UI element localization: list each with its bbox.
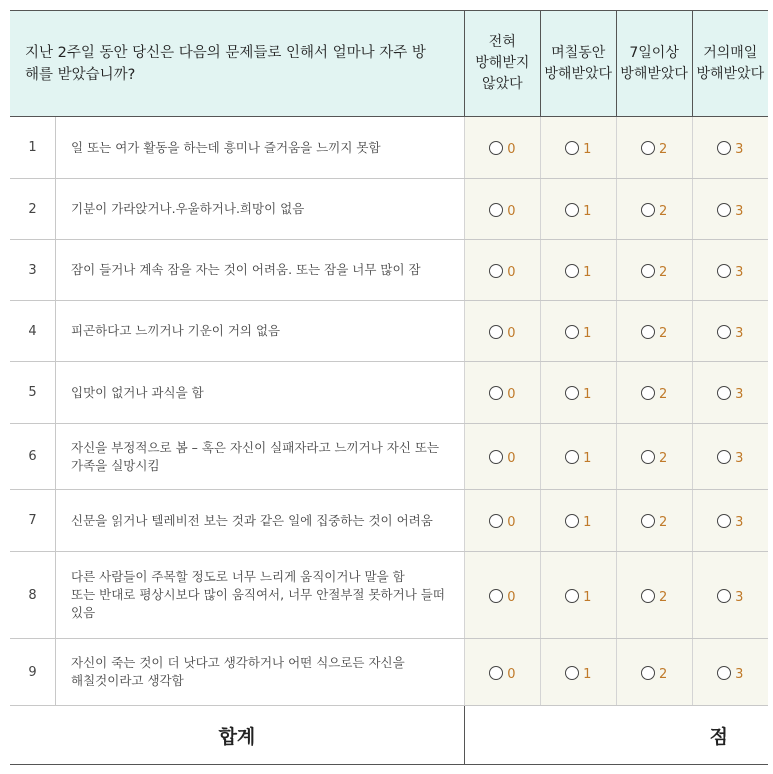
question-text-line: 또는 반대로 평상시보다 많이 움직여서, 너무 안절부절 못하거나 들떠 [71, 587, 445, 602]
answer-option-2[interactable] [616, 240, 692, 301]
radio-button[interactable] [489, 450, 503, 464]
question-row [10, 490, 768, 552]
question-text-line: 가족을 실망시킴 [71, 457, 160, 473]
score-value: 3 [735, 451, 744, 466]
score-value: 2 [658, 203, 668, 219]
question-text [56, 117, 465, 179]
score-value: 0 [507, 451, 516, 466]
question-row [10, 362, 768, 424]
radio-button[interactable] [717, 450, 731, 464]
score-value: 2 [658, 325, 668, 341]
answer-option-2[interactable] [616, 362, 692, 424]
answer-option-1[interactable] [540, 117, 616, 179]
question-row [10, 240, 768, 301]
answer-option-2[interactable] [616, 639, 692, 706]
radio-button[interactable] [717, 666, 731, 680]
radio-button[interactable] [717, 386, 731, 400]
option-header-several-days [540, 11, 616, 117]
radio-button[interactable] [717, 514, 731, 528]
radio-button[interactable] [641, 386, 655, 400]
question-text [56, 639, 465, 706]
answer-option-0[interactable] [464, 362, 540, 424]
answer-option-1[interactable] [540, 301, 616, 362]
radio-button[interactable] [641, 589, 655, 603]
score-value: 3 [735, 589, 744, 605]
option-header-nearly-every-day [692, 11, 768, 117]
question-text [56, 424, 465, 490]
answer-option-1[interactable] [540, 552, 616, 639]
question-text-line: 기분이 가라앉거나.우울하거나.희망이 없음 [71, 201, 305, 216]
question-number: 3 [10, 240, 56, 301]
question-number: 1 [10, 117, 56, 179]
radio-button[interactable] [717, 589, 731, 603]
score-value: 3 [735, 203, 744, 219]
answer-option-2[interactable] [616, 424, 692, 490]
question-text-line: 입맛이 없거나 과식을 함 [71, 384, 204, 400]
answer-option-2[interactable] [616, 490, 692, 552]
option-header-line: 방해받지 [475, 55, 530, 71]
radio-button[interactable] [489, 386, 503, 400]
score-value: 2 [658, 666, 668, 682]
question-text [56, 490, 465, 552]
score-value: 2 [658, 142, 668, 157]
radio-button[interactable] [641, 325, 655, 339]
answer-option-1[interactable] [540, 362, 616, 424]
answer-option-2[interactable] [616, 552, 692, 639]
question-text-line: 자신을 부정적으로 봄 – 혹은 자신이 실패자라고 느끼거나 자신 또는 [71, 439, 440, 455]
answer-option-0[interactable] [464, 490, 540, 552]
radio-button[interactable] [717, 264, 731, 278]
question-text [56, 179, 465, 240]
score-value: 0 [507, 589, 516, 605]
option-header-line: 거의매일 [703, 44, 758, 61]
question-text-line: 있음 [71, 605, 96, 620]
answer-option-3[interactable] [692, 424, 768, 490]
radio-button[interactable] [489, 589, 503, 603]
score-value: 1 [583, 666, 592, 682]
radio-button[interactable] [641, 141, 655, 155]
radio-button[interactable] [565, 450, 579, 464]
question-row [10, 639, 768, 706]
answer-option-2[interactable] [616, 117, 692, 179]
score-value: 3 [735, 142, 744, 157]
question-rows [10, 117, 768, 706]
radio-button[interactable] [717, 141, 731, 155]
option-header-line: 7일이상 [629, 44, 679, 61]
answer-option-0[interactable] [464, 240, 540, 301]
answer-option-3[interactable] [692, 362, 768, 424]
question-text [56, 301, 465, 362]
question-text-line: 다른 사람들이 주목할 정도로 너무 느리게 움직이거나 말을 함 [71, 569, 405, 584]
question-text-line: 신문을 읽거나 텔레비전 보는 것과 같은 일에 집중하는 것이 어려움 [71, 512, 433, 528]
answer-option-1[interactable] [540, 490, 616, 552]
answer-option-0[interactable] [464, 179, 540, 240]
total-unit: 점 [464, 706, 768, 765]
score-value: 1 [583, 515, 592, 530]
question-text [56, 362, 465, 424]
radio-button[interactable] [489, 666, 503, 680]
score-value: 0 [507, 666, 516, 682]
score-value: 0 [507, 387, 516, 402]
answer-option-1[interactable] [540, 424, 616, 490]
question-number: 5 [10, 362, 56, 424]
radio-button[interactable] [641, 203, 655, 217]
answer-option-3[interactable] [692, 301, 768, 362]
answer-option-3[interactable] [692, 490, 768, 552]
answer-option-1[interactable] [540, 179, 616, 240]
score-value: 3 [735, 666, 744, 682]
radio-button[interactable] [489, 264, 503, 278]
question-number: 6 [10, 424, 56, 490]
radio-button[interactable] [565, 514, 579, 528]
answer-option-0[interactable] [464, 552, 540, 639]
radio-button[interactable] [565, 141, 579, 155]
answer-option-3[interactable] [692, 240, 768, 301]
score-value: 0 [507, 203, 516, 219]
score-value: 1 [583, 264, 592, 280]
question-row [10, 301, 768, 362]
question-number: 4 [10, 301, 56, 362]
radio-button[interactable] [565, 203, 579, 217]
answer-option-1[interactable] [540, 240, 616, 301]
option-header-line: 방해받았다 [544, 65, 613, 82]
score-value: 2 [658, 264, 668, 280]
total-row [10, 706, 768, 765]
question-row [10, 117, 768, 179]
header-row [10, 11, 768, 117]
radio-button[interactable] [717, 203, 731, 217]
answer-option-3[interactable] [692, 117, 768, 179]
radio-button[interactable] [565, 386, 579, 400]
radio-button[interactable] [641, 514, 655, 528]
score-value: 1 [583, 203, 592, 219]
score-value: 2 [658, 451, 668, 466]
score-value: 0 [507, 264, 516, 280]
radio-button[interactable] [489, 141, 503, 155]
radio-button[interactable] [565, 325, 579, 339]
score-value: 1 [583, 142, 592, 157]
score-value: 3 [735, 264, 744, 280]
option-header-more-than-half [616, 11, 692, 117]
phq9-questionnaire-table [10, 10, 768, 765]
question-header: 지난 2주일 동안 당신은 다음의 문제들로 인해서 얼마나 자주 방해를 받았습니까? [10, 11, 464, 117]
option-header-line: 며칠동안 [551, 44, 606, 61]
answer-option-2[interactable] [616, 301, 692, 362]
score-value: 2 [658, 515, 668, 530]
answer-option-3[interactable] [692, 552, 768, 639]
question-number: 8 [10, 552, 56, 639]
question-number: 7 [10, 490, 56, 552]
option-header-line: 않았다 [482, 76, 523, 92]
radio-button[interactable] [565, 589, 579, 603]
score-value: 1 [583, 451, 592, 466]
score-value: 3 [735, 515, 744, 530]
answer-option-0[interactable] [464, 639, 540, 706]
question-text [56, 240, 465, 301]
score-value: 3 [735, 387, 744, 402]
radio-button[interactable] [641, 666, 655, 680]
answer-option-0[interactable] [464, 424, 540, 490]
question-text-line: 해칠것이라고 생각함 [71, 673, 184, 688]
score-value: 0 [507, 142, 516, 157]
radio-button[interactable] [641, 264, 655, 278]
answer-option-3[interactable] [692, 639, 768, 706]
answer-option-0[interactable] [464, 117, 540, 179]
score-value: 2 [658, 589, 668, 605]
question-text-line: 피곤하다고 느끼거나 기운이 거의 없음 [71, 323, 281, 338]
score-value: 0 [507, 515, 516, 530]
option-header-line: 방해받았다 [696, 65, 765, 82]
score-value: 1 [583, 387, 592, 402]
option-header-line: 전혀 [488, 34, 516, 50]
answer-option-2[interactable] [616, 179, 692, 240]
radio-button[interactable] [717, 325, 731, 339]
score-value: 1 [583, 325, 592, 341]
radio-button[interactable] [489, 203, 503, 217]
question-row [10, 424, 768, 490]
score-value: 3 [735, 325, 744, 341]
question-row [10, 552, 768, 639]
score-value: 2 [658, 387, 668, 402]
score-value: 0 [507, 325, 516, 341]
question-text-line: 잠이 들거나 계속 잠을 자는 것이 어려움. 또는 잠을 너무 많이 잠 [71, 262, 421, 277]
radio-button[interactable] [565, 264, 579, 278]
phq9-table-container [10, 10, 768, 765]
question-number: 9 [10, 639, 56, 706]
radio-button[interactable] [565, 666, 579, 680]
answer-option-3[interactable] [692, 179, 768, 240]
answer-option-1[interactable] [540, 639, 616, 706]
answer-option-0[interactable] [464, 301, 540, 362]
option-header-not-at-all [464, 11, 540, 117]
question-text-line: 일 또는 여가 활동을 하는데 흥미나 즐거움을 느끼지 못함 [71, 139, 381, 155]
question-text [56, 552, 465, 639]
question-text-line: 자신이 죽는 것이 더 낫다고 생각하거나 어떤 식으로든 자신을 [71, 655, 405, 670]
question-row [10, 179, 768, 240]
question-number: 2 [10, 179, 56, 240]
radio-button[interactable] [641, 450, 655, 464]
option-header-line: 방해받았다 [620, 65, 688, 82]
radio-button[interactable] [489, 514, 503, 528]
score-value: 1 [583, 589, 592, 605]
radio-button[interactable] [489, 325, 503, 339]
total-label: 합계 [10, 706, 464, 765]
